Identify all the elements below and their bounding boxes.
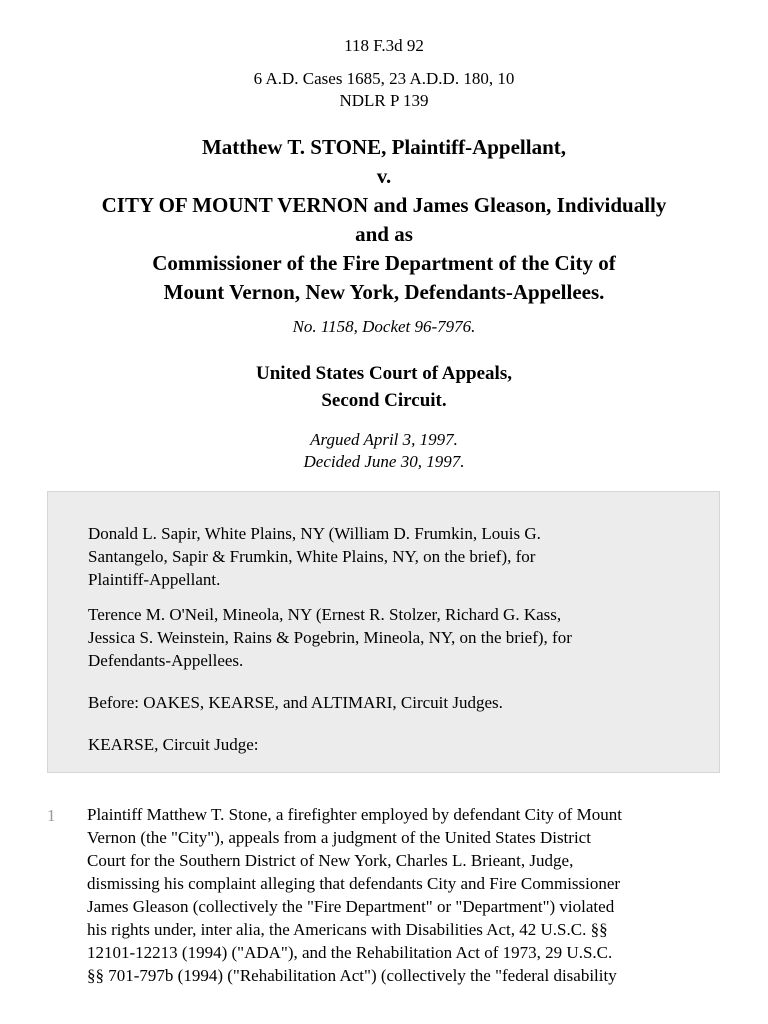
counsel-line: Jessica S. Weinstein, Rains & Pogebrin, Mineola, NY, on the brief), for [88,628,572,647]
caption-line: and as [355,222,413,246]
counsel-line: Defendants-Appellees. [88,651,244,670]
case-dates [0,429,768,473]
counsel-line: Donald L. Sapir, White Plains, NY (William D. Frumkin, Louis G. [88,524,541,543]
paragraph-line: James Gleason (collectively the "Fire Department" or "Department") violated [87,897,615,916]
opinion-author: KEARSE, Circuit Judge: [88,735,259,754]
reporter-citation: 118 F.3d 92 [344,36,424,55]
paragraph-line: dismissing his complaint alleging that defendants City and Fire Commissioner [87,874,621,893]
paragraph-line: Court for the Southern District of New York, Charles L. Brieant, Judge, [87,851,574,870]
plaintiff-counsel [88,522,688,591]
counsel-panel [47,491,720,773]
opinion-paragraph [87,803,727,987]
paragraph-line: 12101-12213 (1994) ("ADA"), and the Rehabilitation Act of 1973, 29 U.S.C. [87,943,613,962]
parallel-citations-line: NDLR P 139 [339,91,429,110]
parallel-citations [0,68,768,112]
court-name [0,360,768,414]
case-caption [0,133,768,307]
defendant-counsel [88,603,688,672]
counsel-line: Terence M. O'Neil, Mineola, NY (Ernest R. Stolzer, Richard G. Kass, [88,605,562,624]
parallel-citations-line: 6 A.D. Cases 1685, 23 A.D.D. 180, 10 [253,69,515,88]
caption-line: Matthew T. STONE, Plaintiff-Appellant, [201,135,567,159]
paragraph-line: Vernon (the "City"), appeals from a judgment of the United States District [87,828,591,847]
counsel-line: Santangelo, Sapir & Frumkin, White Plains, NY, on the brief), for [88,547,536,566]
court-name-line: United States Court of Appeals, [256,363,512,384]
paragraph-line: his rights under, inter alia, the Americans with Disabilities Act, 42 U.S.C. §§ [87,920,608,939]
court-name-line: Second Circuit. [321,390,447,411]
paragraph-number: 1 [47,806,56,825]
caption-line: Mount Vernon, New York, Defendants-Appellees. [163,280,605,304]
caption-line: Commissioner of the Fire Department of the City of [152,251,616,275]
decided-date: Decided June 30, 1997. [303,452,465,471]
counsel-line: Plaintiff-Appellant. [88,570,221,589]
docket-number: No. 1158, Docket 96-7976. [292,317,476,336]
judicial-panel: Before: OAKES, KEARSE, and ALTIMARI, Circuit Judges. [88,693,503,712]
caption-line: v. [376,164,392,188]
paragraph-line: §§ 701-797b (1994) ("Rehabilitation Act") (collectively the "federal disability [87,966,617,985]
argued-date: Argued April 3, 1997. [310,430,458,449]
paragraph-line: Plaintiff Matthew T. Stone, a firefighter employed by defendant City of Mount [87,805,622,824]
caption-line: CITY OF MOUNT VERNON and James Gleason, Individually [101,193,667,217]
